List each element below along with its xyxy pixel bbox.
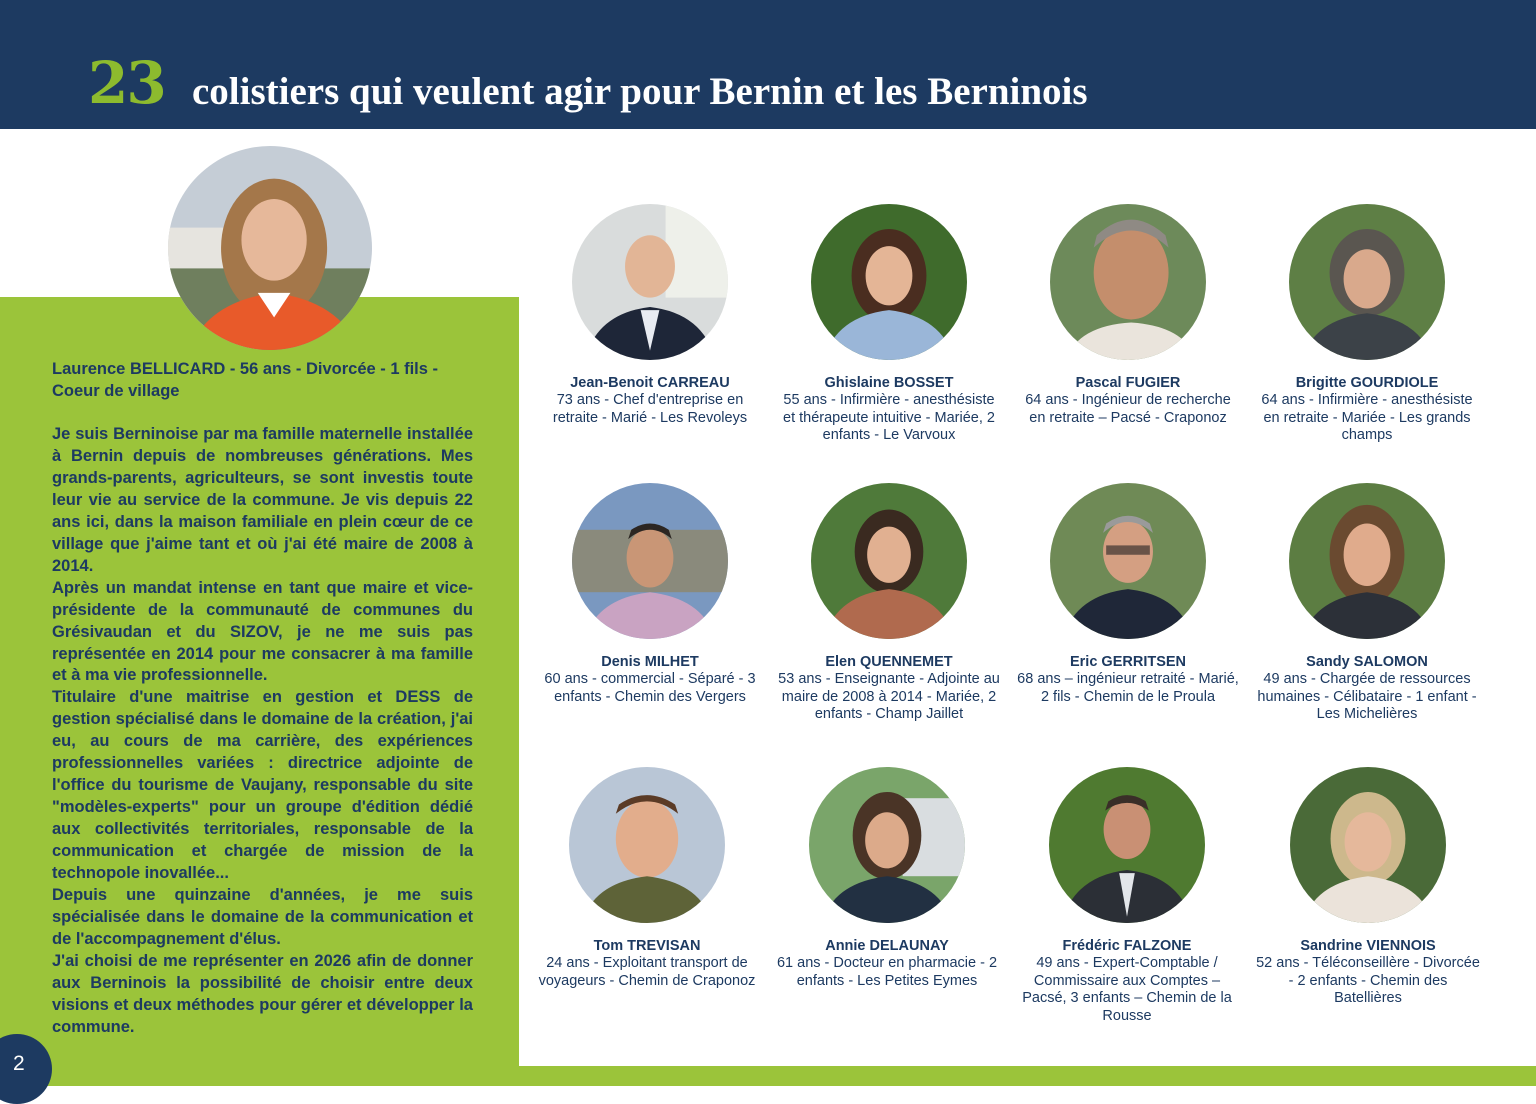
- member-description: 49 ans - Expert-Comptable / Commissaire aux Comptes – Pacsé, 3 enfants – Chemin de la Rousse: [1022, 955, 1232, 1024]
- member-photo: [1049, 767, 1205, 923]
- member-card: [1256, 767, 1480, 1008]
- member-photo: [572, 204, 728, 360]
- lead-bio-paragraph: Je suis Berninoise par ma famille maternelle installée à Bernin depuis de nombreuses générations. Mes grands-parents, agriculteurs, se sont investis toute leur vie au service de la commune. Je vis depuis 22 ans ici, dans la maison familiale en plein cœur de ce village que j'aime tant et où j'ai été maire de 2008 à 2014.: [52, 425, 473, 575]
- member-card: [777, 204, 1001, 445]
- member-card: [1015, 767, 1239, 1025]
- member-card: [535, 767, 759, 990]
- member-card: [1016, 483, 1240, 706]
- member-description: 53 ans - Enseignante - Adjointe au maire de 2008 à 2014 - Mariée, 2 enfants - Champ Jaillet: [778, 671, 1000, 722]
- lead-bio-paragraph: Après un mandat intense en tant que maire et vice-présidente de la communauté de communes du Grésivaudan et du SIZOV, je ne me suis pas représentée en 2014 pour me consacrer à ma famille et à ma vie professionnelle.: [52, 578, 473, 685]
- member-name: Annie DELAUNAY: [825, 938, 949, 954]
- member-name: Elen QUENNEMET: [825, 654, 953, 670]
- member-card: [777, 483, 1001, 724]
- member-name: Sandrine VIENNOIS: [1300, 938, 1436, 954]
- member-photo: [1289, 204, 1445, 360]
- lead-bio: [52, 424, 473, 1039]
- member-photo: [572, 483, 728, 639]
- member-description: 60 ans - commercial - Séparé - 3 enfants - Chemin des Vergers: [544, 671, 756, 705]
- member-card: [1016, 204, 1240, 427]
- lead-bio-paragraph: Depuis une quinzaine d'années, je me suis spécialisée dans le domaine de la communication et de l'accompagnement d'élus.: [52, 886, 473, 948]
- member-photo: [569, 767, 725, 923]
- member-description: 55 ans - Infirmière - anesthésiste et thérapeute intuitive - Mariée, 2 enfants - Le Varvoux: [783, 392, 995, 443]
- bottom-strip: [519, 1066, 1536, 1086]
- member-photo: [809, 767, 965, 923]
- member-card: [1255, 204, 1479, 445]
- member-name: Frédéric FALZONE: [1062, 938, 1192, 954]
- page-number: 2: [13, 1052, 25, 1075]
- member-photo: [811, 483, 967, 639]
- member-photo: [811, 204, 967, 360]
- member-name: Denis MILHET: [601, 654, 699, 670]
- member-name: Jean-Benoit CARREAU: [570, 375, 730, 391]
- member-card: [1255, 483, 1479, 724]
- member-description: 68 ans – ingénieur retraité - Marié, 2 fils - Chemin de le Proula: [1017, 671, 1239, 705]
- lead-bio-paragraph: Titulaire d'une maitrise en gestion et DESS de gestion spécialisé dans le domaine de la création, j'ai eu, au cours de ma carrière, des expériences professionnelles variées : directrice adjointe de l'office du tourisme de Vaujany, responsable du site "modèles-experts" pour un groupe d'édition dédié aux collectivités territoriales, responsable de la communication et chargée de mission de la technopole inovallée...: [52, 688, 473, 883]
- member-description: 61 ans - Docteur en pharmacie - 2 enfants - Les Petites Eymes: [776, 955, 998, 989]
- member-description: 73 ans - Chef d'entreprise en retraite - Marié - Les Revoleys: [552, 392, 748, 426]
- lead-bio-paragraph: J'ai choisi de me représenter en 2026 afin de donner aux Berninois la possibilité de choisir entre deux visions et deux méthodes pour gérer et développer la commune.: [52, 951, 473, 1036]
- member-description: 64 ans - Ingénieur de recherche en retraite – Pacsé - Craponoz: [1025, 392, 1231, 426]
- member-card: [538, 204, 762, 427]
- member-name: Sandy SALOMON: [1306, 654, 1428, 670]
- member-photo: [1290, 767, 1446, 923]
- member-description: 52 ans - Téléconseillère - Divorcée - 2 enfants - Chemin des Batellières: [1256, 955, 1480, 1006]
- header-number: 23: [88, 49, 165, 117]
- member-photo: [1050, 483, 1206, 639]
- lead-heading: Laurence BELLICARD - 56 ans - Divorcée - 1 fils - Coeur de village: [52, 360, 439, 400]
- member-card: [538, 483, 762, 706]
- member-photo: [1050, 204, 1206, 360]
- member-name: Brigitte GOURDIOLE: [1295, 375, 1439, 391]
- member-description: 64 ans - Infirmière - anesthésiste en retraite - Mariée - Les grands champs: [1261, 392, 1473, 443]
- member-name: Eric GERRITSEN: [1069, 654, 1187, 670]
- lead-portrait-photo: [168, 146, 372, 350]
- member-name: Ghislaine BOSSET: [824, 375, 954, 391]
- header-title: colistiers qui veulent agir pour Bernin et les Berninois: [192, 70, 1088, 113]
- member-photo: [1289, 483, 1445, 639]
- member-card: [775, 767, 999, 990]
- member-name: Pascal FUGIER: [1075, 375, 1181, 391]
- member-name: Tom TREVISAN: [593, 938, 701, 954]
- member-description: 24 ans - Exploitant transport de voyageurs - Chemin de Craponoz: [538, 955, 756, 989]
- member-description: 49 ans - Chargée de ressources humaines - Célibataire - 1 enfant - Les Michelières: [1257, 671, 1477, 722]
